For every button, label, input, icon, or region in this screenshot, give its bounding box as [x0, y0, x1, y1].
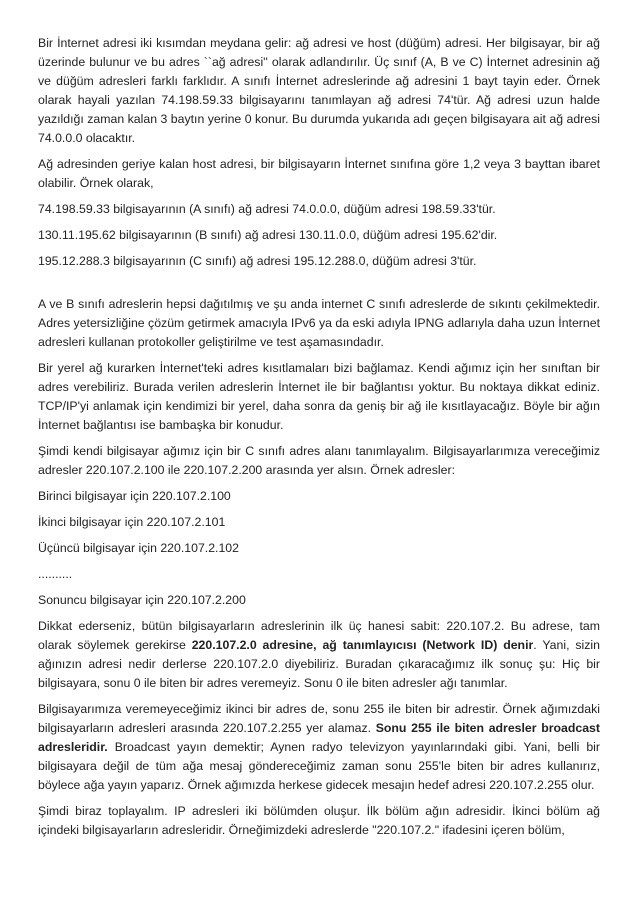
paragraph-broadcast: [38, 700, 600, 795]
paragraph-class-c-space: Şimdi kendi bilgisayar ağımız için bir C sınıfı adres alanı tanımlayalım. Bilgisayarlarımıza vereceğimiz adresler 220.107.2.100 ile 220.107.2.200 arasında yer alsın. Örnek adresler:: [38, 444, 600, 477]
broadcast-text-start: Bilgisayarımıza veremeyeceğimiz ikinci bir adres de, sonu 255 ile biten bir adrestir. Örnek ağımızdaki bilgisayarların adresleri arasında 220.107.2.255 yer alamaz.: [38, 702, 600, 735]
example-class-a: 74.198.59.33 bilgisayarının (A sınıfı) ağ adresi 74.0.0.0, düğüm adresi 198.59.33'tür.: [38, 202, 496, 216]
example-last-computer: Sonuncu bilgisayar için 220.107.2.200: [38, 593, 246, 607]
paragraph-local-network: Bir yerel ağ kurarken İnternet'teki adres kısıtlamaları bizi bağlamaz. Kendi ağımız için her sınıftan bir adres verebiliriz. Burada verilen adreslerin İnternet ile bir bağlantısı yoktur. Bu noktaya dikkat ediniz. TCP/IP'yi anlamak için kendimizi bir yerel, daha sonra da geniş bir ağ ile kısıtlayacağız. Böyle bir ağın İnternet bağlantısı ise bambaşka bir konudur.: [38, 361, 600, 432]
example-class-c: 195.12.288.3 bilgisayarının (C sınıfı) ağ adresi 195.12.288.0, düğüm adresi 3'tür.: [38, 254, 477, 268]
paragraph-host-address: Ağ adresinden geriye kalan host adresi, bir bilgisayarın İnternet sınıfına göre 1,2 veya 3 bayttan ibaret olabilir. Örnek olarak,: [38, 157, 600, 190]
example-class-b: 130.11.195.62 bilgisayarının (B sınıfı) ağ adresi 130.11.0.0, düğüm adresi 195.62'dir.: [38, 228, 498, 242]
broadcast-bold: Sonu 255 ile biten adresler broadcast adresleridir.: [38, 721, 600, 754]
paragraph-network-address-intro: Bir İnternet adresi iki kısımdan meydana gelir: ağ adresi ve host (düğüm) adresi. Her bilgisayar, bir ağ üzerinde bulunur ve bu adres ``ağ adresi'' olarak adlandırılır. Üç sınıf (A, B ve C) İnternet adresinin ağ ve düğüm adresleri farklı farklıdır. A sınıfı İnternet adreslerinde ağ adresini 1 bayt tayin eder. Örnek olarak hayali yazılan 74.198.59.33 bilgisayarını tanımlayan ağ adresi 74'tür. Ağ adresi uzun halde yazıldığı zaman kalan 3 baytın yerine 0 konur. Bu durumda yukarıda adı geçen bilgisayara ait ağ adresi 74.0.0.0 olacaktır.: [38, 36, 600, 145]
example-second-computer: İkinci bilgisayar için 220.107.2.101: [38, 515, 226, 529]
network-id-bold: 220.107.2.0 adresine, ağ tanımlayıcısı (Network ID) denir: [191, 638, 534, 652]
network-id-text-start: Dikkat ederseniz, bütün bilgisayarların adreslerinin ilk üç hanesi sabit: 220.107.2. Bu adrese, tam olarak söylemek gerekirse: [38, 619, 600, 652]
broadcast-text-end: Broadcast yayın demektir; Aynen radyo televizyon yayınlarındaki gibi. Yani, belli bir bilgisayara değil de tüm ağa mesaj göndereceğimiz zaman sonu 255'le biten bir adres kullanırız, böylece ağa yayın yaparız. Örnek ağımızda herkese gidecek mesajın hedef adresi 220.107.2.255 olur.: [38, 740, 600, 792]
document-page: [38, 34, 600, 847]
example-third-computer: Üçüncü bilgisayar için 220.107.2.102: [38, 541, 239, 555]
ellipsis-line: ..........: [38, 567, 73, 581]
paragraph-network-id: [38, 617, 600, 693]
paragraph-address-shortage: A ve B sınıfı adreslerin hepsi dağıtılmış ve şu anda internet C sınıfı adreslerde de sıkıntı çekilmektedir. Adres yetersizliğine çözüm getirmek amacıyla IPv6 ya da eski adıyla IPNG adlarıyla daha uzun İnternet adresleri kullanan protokoller geliştirilme ve test aşamasındadır.: [38, 297, 600, 349]
network-id-text-end: . Yani, sizin ağınızın adresi nedir derlerse 220.107.2.0 diyebiliriz. Buradan çıkaracağımız ilk sonuç şu: Hiç bir bilgisayara, sonu 0 ile biten bir adres veremeyiz. Sonu 0 ile biten adresler ağı tanımlar.: [38, 638, 600, 690]
example-first-computer: Birinci bilgisayar için 220.107.2.100: [38, 489, 231, 503]
paragraph-summary: Şimdi biraz toplayalım. IP adresleri iki bölümden oluşur. İlk bölüm ağın adresidir. İkinci bölüm ağ içindeki bilgisayarların adresleridir. Örneğimizdeki adreslerde "220.107.2." ifadesini içeren bölüm,: [38, 804, 600, 837]
